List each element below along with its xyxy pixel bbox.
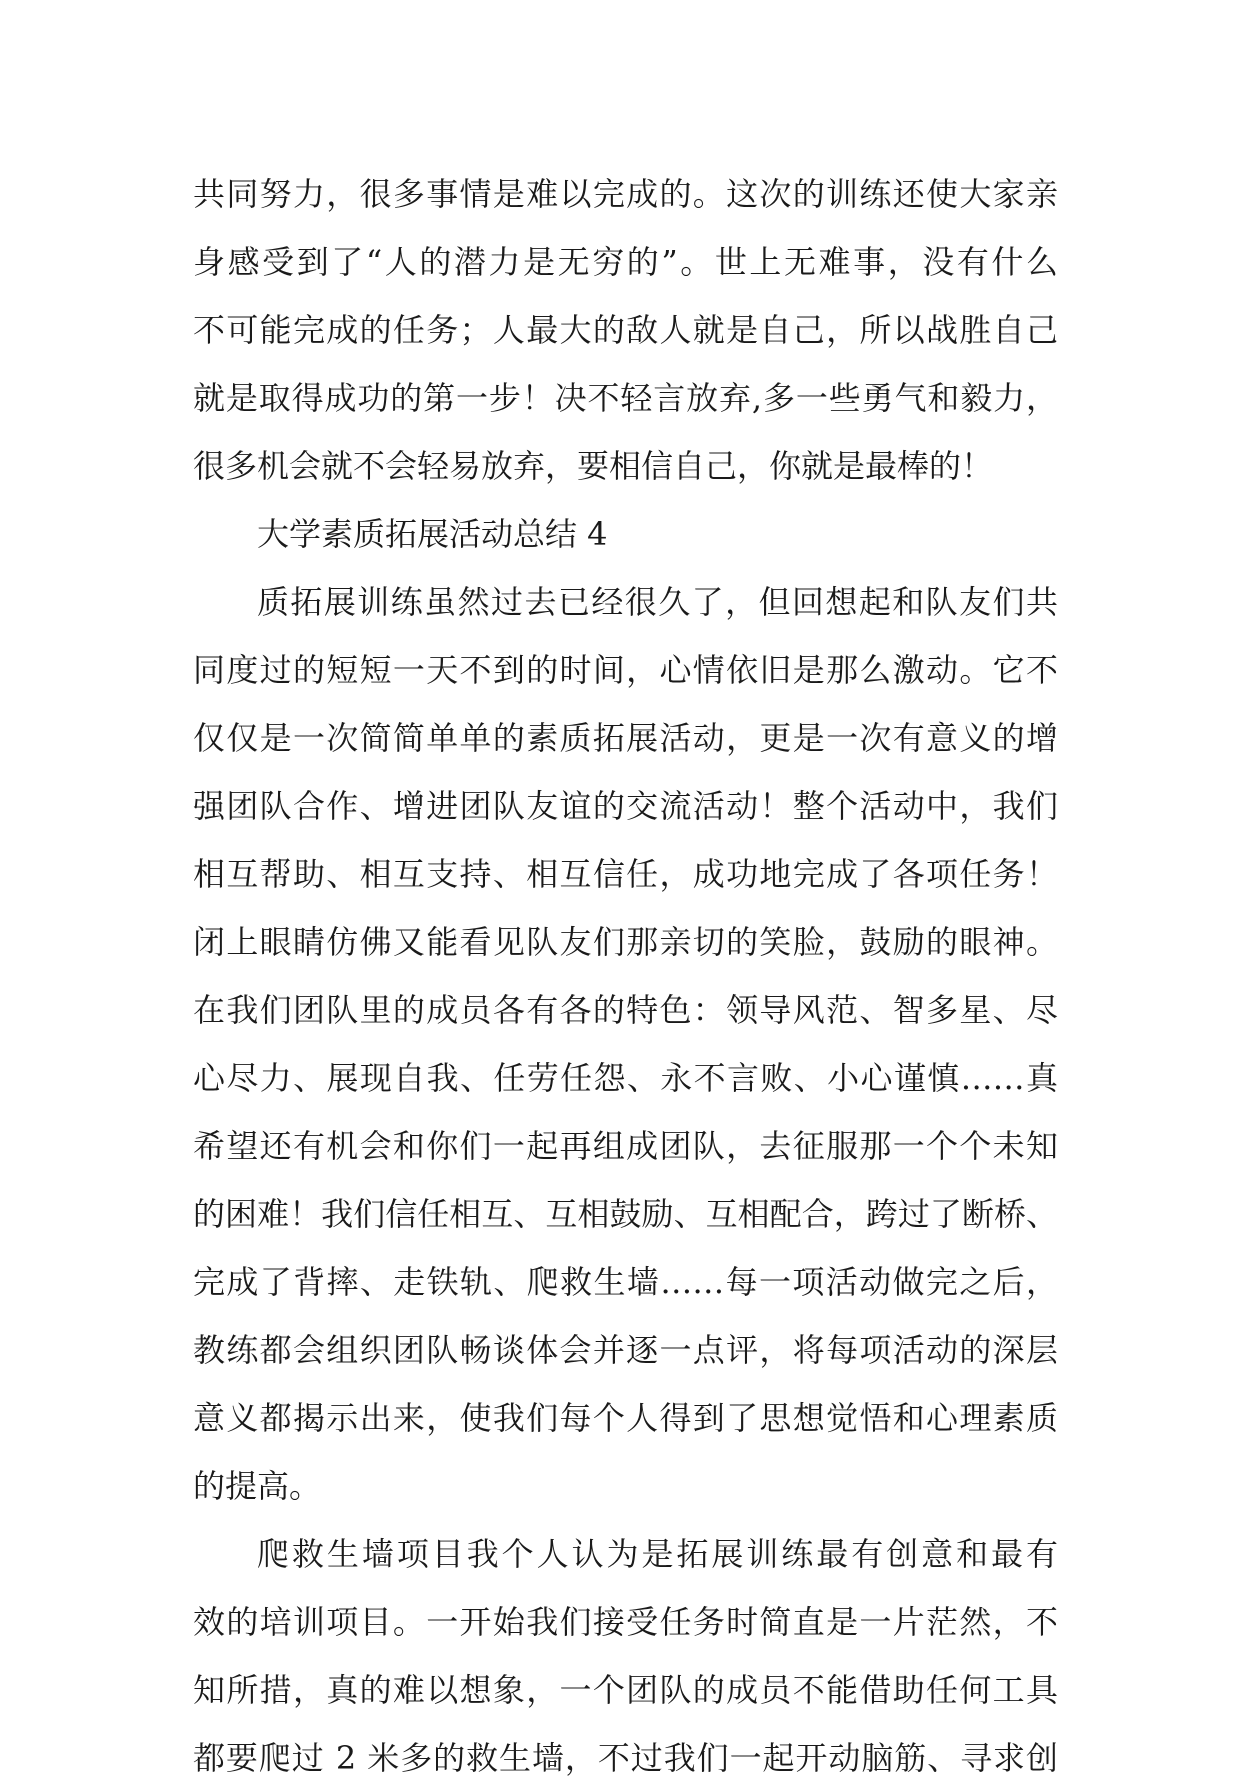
text-line: 知所措，真的难以想象，一个团队的成员不能借助任何工具 [193,1671,1058,1709]
text-line: 意义都揭示出来，使我们每个人得到了思想觉悟和心理素质 [193,1399,1058,1437]
text-line: 的提高。 [193,1467,322,1505]
text-line: 希望还有机会和你们一起再组成团队，去征服那一个个未知 [193,1127,1058,1165]
text-line: 的困难！我们信任相互、互相鼓励、互相配合，跨过了断桥、 [193,1195,1058,1233]
text-line: 爬救生墙项目我个人认为是拓展训练最有创意和最有 [257,1535,1058,1573]
text-line: 就是取得成功的第一步！决不轻言放弃,多一些勇气和毅力， [193,379,1058,417]
text-line: 很多机会就不会轻易放弃，要相信自己，你就是最棒的！ [193,447,994,485]
document-body [193,160,1058,1792]
text-line: 心尽力、展现自我、任劳任怨、永不言败、小心谨慎……真 [193,1059,1058,1097]
text-line: 质拓展训练虽然过去已经很久了，但回想起和队友们共 [257,583,1058,621]
text-line: 仅仅是一次简简单单的素质拓展活动，更是一次有意义的增 [193,719,1058,757]
text-line: 闭上眼睛仿佛又能看见队友们那亲切的笑脸，鼓励的眼神。 [193,923,1058,961]
heading-text: 大学素质拓展活动总结 4 [257,515,608,553]
paragraph [193,160,1058,500]
text-line: 强团队合作、增进团队友谊的交流活动！整个活动中，我们 [193,787,1058,825]
text-line: 在我们团队里的成员各有各的特色：领导风范、智多星、尽 [193,991,1058,1029]
text-line: 教练都会组织团队畅谈体会并逐一点评，将每项活动的深层 [193,1331,1058,1369]
text-line: 身感受到了“人的潜力是无穷的”。世上无难事，没有什么 [193,243,1058,281]
text-line: 共同努力，很多事情是难以完成的。这次的训练还使大家亲 [193,175,1058,213]
text-line: 都要爬过 2 米多的救生墙，不过我们一起开动脑筋、寻求创 [193,1739,1058,1777]
paragraph [193,1520,1058,1792]
paragraph [193,568,1058,1520]
section-heading [193,500,1058,568]
text-line: 相互帮助、相互支持、相互信任，成功地完成了各项任务！ [193,855,1058,893]
text-line: 同度过的短短一天不到的时间，心情依旧是那么激动。它不 [193,651,1058,689]
text-line: 完成了背摔、走铁轨、爬救生墙……每一项活动做完之后， [193,1263,1058,1301]
text-line: 效的培训项目。一开始我们接受任务时简直是一片茫然，不 [193,1603,1058,1641]
text-line: 不可能完成的任务；人最大的敌人就是自己，所以战胜自己 [193,311,1058,349]
